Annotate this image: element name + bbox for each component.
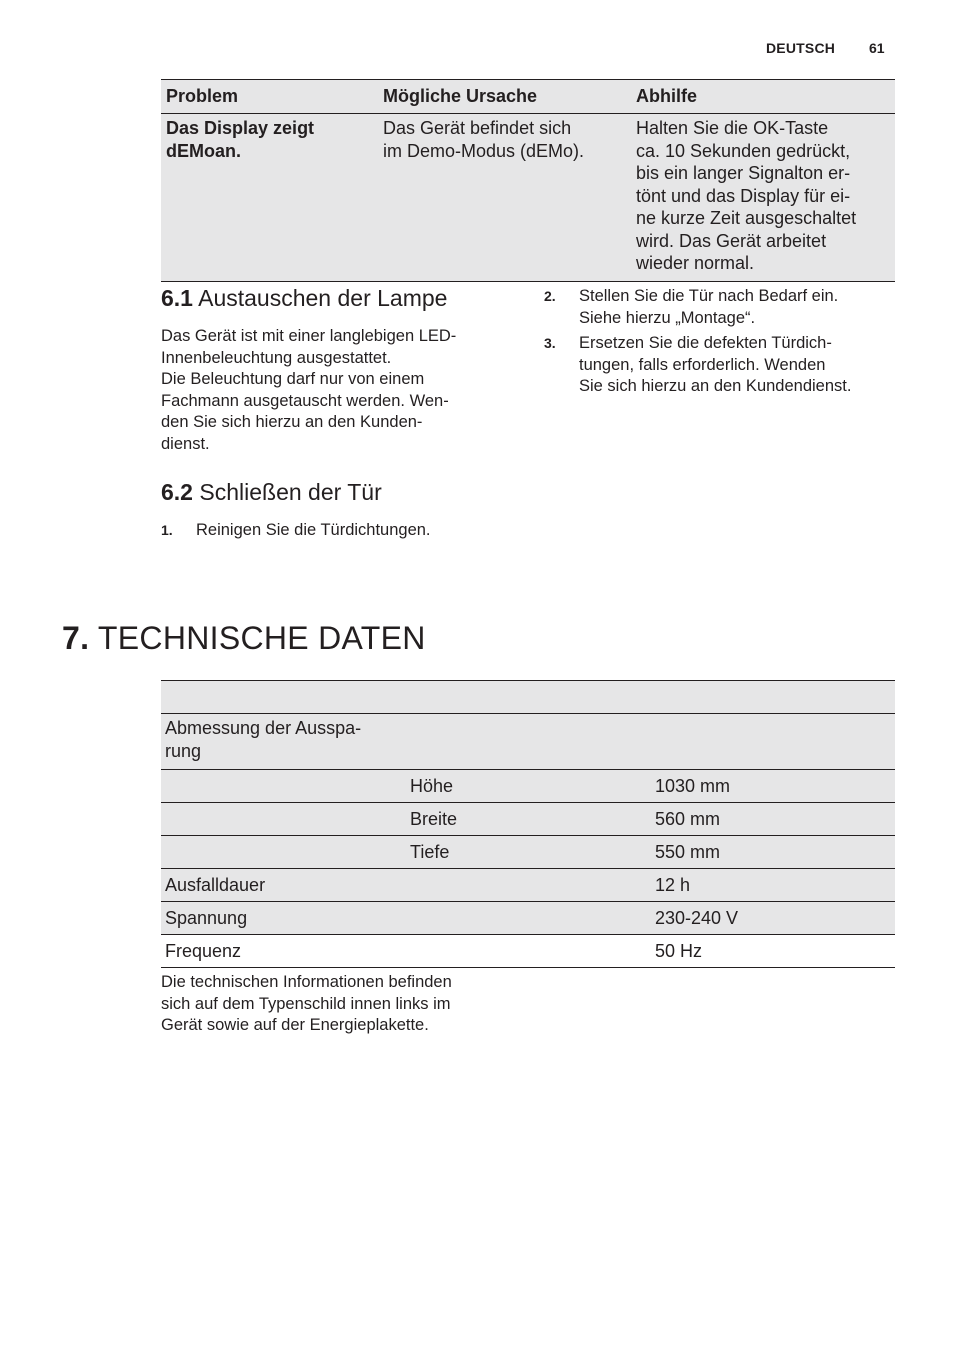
tech-row-label: Spannung — [165, 907, 248, 928]
section-6-2-heading — [161, 479, 382, 506]
recess-label: Abmessung der Ausspa- rung — [165, 718, 362, 761]
section-6-1-text: Das Gerät ist mit einer langlebigen LED- Innenbeleuchtung ausgestattet. Die Beleuchtung darf nur von einem Fachmann ausgetauscht werden. Wen- den Sie sich hierzu an den Kunden- dienst. — [161, 327, 457, 453]
step-2-text: Stellen Sie die Tür nach Bedarf ein. Siehe hierzu „Montage“. — [579, 287, 839, 327]
header-cause: Mögliche Ursache — [383, 86, 538, 106]
header-remedy: Abhilfe — [636, 86, 697, 106]
tech-row-value: 230-240 V — [655, 907, 739, 928]
step-2-number: 2. — [544, 288, 556, 304]
tech-table — [161, 680, 895, 968]
tech-row-height — [161, 770, 895, 803]
tech-row-outage — [161, 869, 895, 902]
cause-cell: Das Gerät befindet sich im Demo-Modus (dEMo). — [383, 118, 585, 161]
problem-table-header — [161, 80, 895, 114]
tech-row-width — [161, 803, 895, 836]
tech-row-value: 560 mm — [655, 808, 721, 829]
remedy-cell: Halten Sie die OK-Taste ca. 10 Sekunden gedrückt, bis ein langer Signalton er- tönt und das Display für ei- ne kurze Zeit ausgeschaltet wird. Das Gerät arbeitet wieder normal. — [636, 118, 857, 273]
section-6-2-title: Schließen der Tür — [199, 479, 382, 505]
chapter-7-title: TECHNISCHE DATEN — [97, 620, 426, 656]
section-6-1-number: 6.1 — [161, 285, 193, 311]
chapter-7-heading — [62, 620, 426, 657]
header-problem: Problem — [166, 86, 239, 106]
tech-row-value: 50 Hz — [655, 940, 703, 961]
tech-row-sub: Breite — [410, 808, 458, 829]
chapter-7-number: 7. — [62, 620, 90, 656]
problem-table — [161, 79, 895, 282]
page-number: 61 — [869, 40, 885, 56]
problem-table-row — [161, 114, 895, 281]
tech-row-label: Ausfalldauer — [165, 874, 266, 895]
problem-cell: Das Display zeigt dEMoan. — [166, 118, 315, 161]
tech-row-value: 1030 mm — [655, 775, 731, 796]
step-1-text: Reinigen Sie die Türdichtungen. — [196, 521, 431, 539]
recess-value-empty — [651, 717, 895, 769]
tech-row-frequency — [161, 935, 895, 967]
section-6-1-title: Austauschen der Lampe — [198, 285, 448, 311]
tech-row-sub: Tiefe — [410, 841, 450, 862]
tech-table-empty-header — [161, 681, 895, 714]
step-1-number: 1. — [161, 522, 173, 538]
section-6-2-number: 6.2 — [161, 479, 193, 505]
step-2 — [544, 286, 838, 329]
recess-sub-empty — [406, 717, 651, 769]
tech-row-depth — [161, 836, 895, 869]
section-6-1-heading — [161, 285, 447, 312]
step-3-text: Ersetzen Sie die defekten Türdich- tungen, falls erforderlich. Wenden Sie sich hierzu an den Kundendienst. — [579, 334, 852, 395]
step-3 — [544, 333, 851, 398]
header-language: DEUTSCH — [766, 40, 836, 56]
tech-row-label: Frequenz — [165, 940, 242, 961]
tech-row-recess — [161, 714, 895, 770]
step-1 — [161, 520, 431, 542]
step-3-number: 3. — [544, 335, 556, 351]
tech-row-sub: Höhe — [410, 775, 454, 796]
tech-row-value: 12 h — [655, 874, 691, 895]
tech-row-voltage — [161, 902, 895, 935]
tech-footnote: Die technischen Informationen befinden sich auf dem Typenschild innen links im Gerät sowie auf der Energieplakette. — [161, 973, 452, 1034]
tech-row-value: 550 mm — [655, 841, 721, 862]
